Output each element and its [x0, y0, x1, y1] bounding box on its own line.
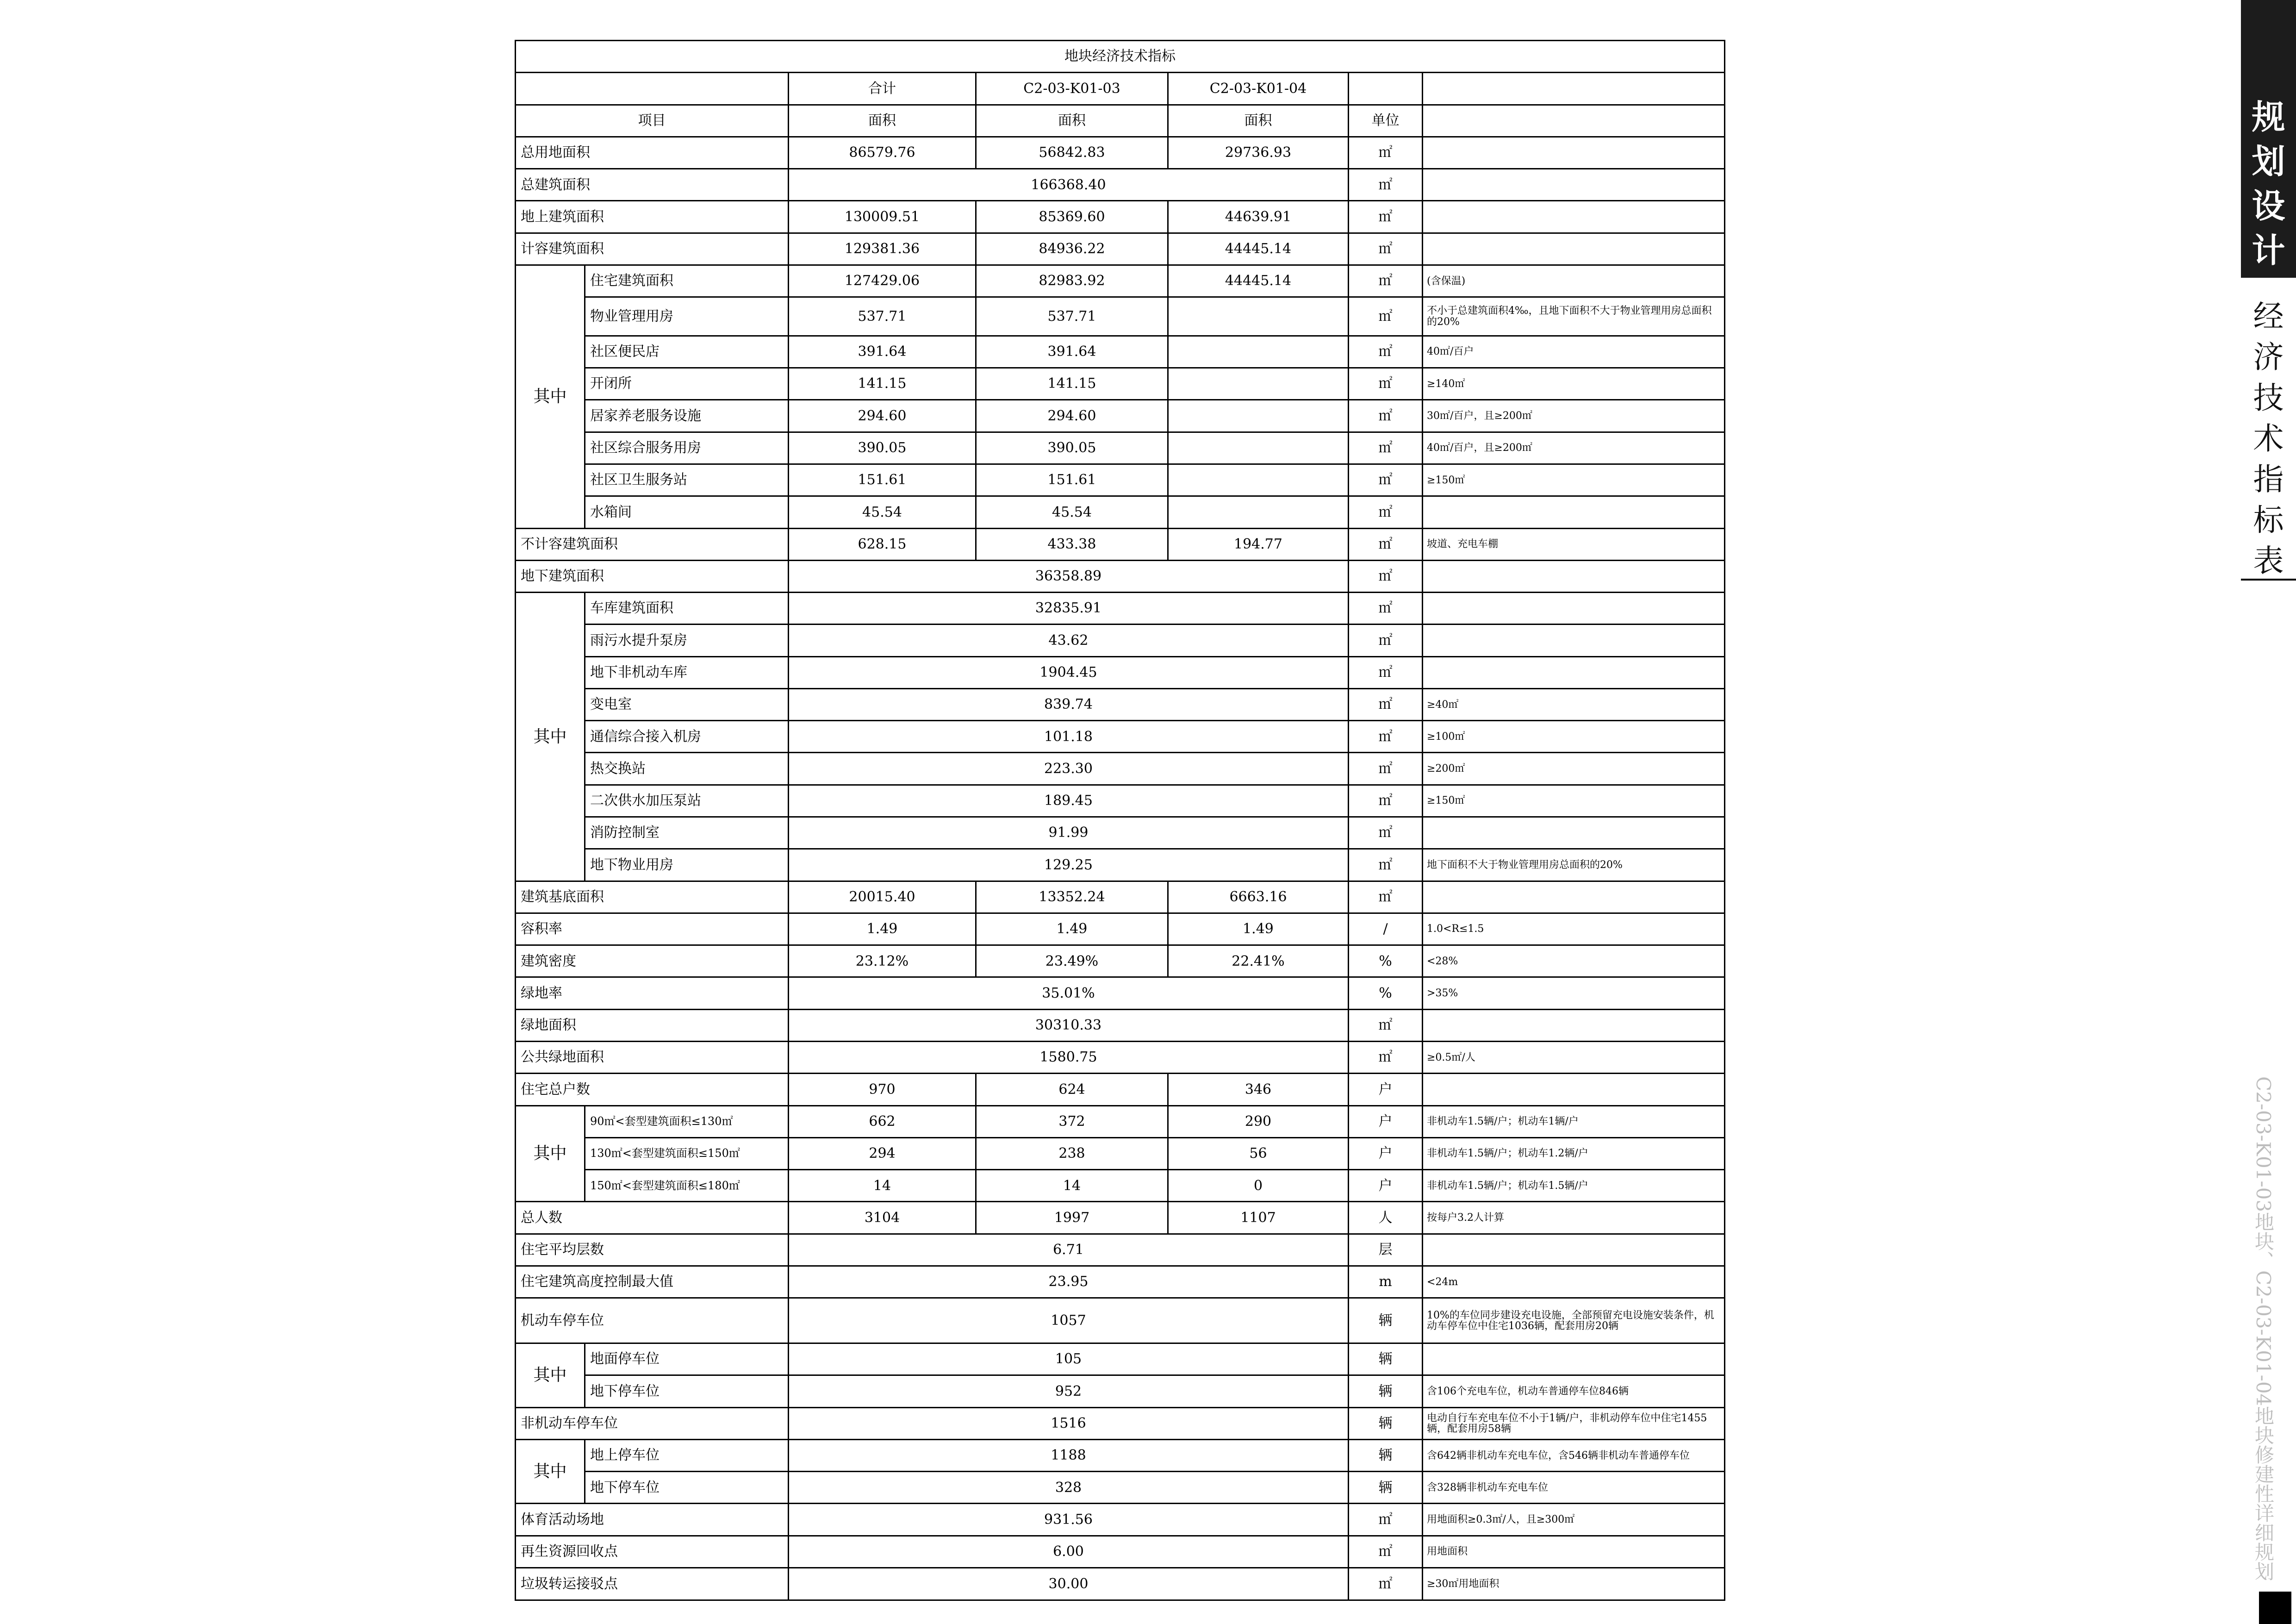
- cell-total: 141.15: [789, 368, 976, 400]
- cell-plot-03: 56842.83: [976, 137, 1168, 169]
- table-row: [516, 1343, 1725, 1375]
- cell-note: [1423, 656, 1725, 688]
- row-name: 二次供水加压泵站: [585, 785, 789, 817]
- cell-unit: ㎡: [1349, 560, 1423, 592]
- cell-total: 662: [789, 1106, 976, 1137]
- header-blank: [1423, 105, 1725, 137]
- cell-merged-value: 36358.89: [789, 560, 1349, 592]
- table-row: [516, 336, 1725, 368]
- cell-note: [1423, 1074, 1725, 1106]
- row-name: 130㎡<套型建筑面积≤150㎡: [585, 1137, 789, 1169]
- cell-unit: ㎡: [1349, 881, 1423, 913]
- row-name: 住宅总户数: [516, 1074, 789, 1106]
- cell-unit: 层: [1349, 1234, 1423, 1266]
- cell-merged-value: 952: [789, 1375, 1349, 1407]
- row-name: 绿地面积: [516, 1009, 789, 1041]
- cell-plot-03: 82983.92: [976, 265, 1168, 297]
- row-name: 社区便民店: [585, 336, 789, 368]
- table-row: [516, 496, 1725, 528]
- cell-note: 不小于总建筑面积4‰，且地下面积不大于物业管理用房总面积的20%: [1423, 297, 1725, 336]
- cell-note: [1423, 593, 1725, 625]
- sidebar-corner-block: [2259, 1592, 2291, 1624]
- cell-note: 10%的车位同步建设充电设施，全部预留充电设施安装条件，机动车停车位中住宅1036辆，配套用房20辆: [1423, 1298, 1725, 1343]
- cell-plot-04: 44445.14: [1168, 233, 1349, 265]
- cell-merged-value: 328: [789, 1472, 1349, 1504]
- cell-plot-03: 13352.24: [976, 881, 1168, 913]
- cell-merged-value: 1580.75: [789, 1042, 1349, 1074]
- cell-plot-03: 433.38: [976, 528, 1168, 560]
- cell-plot-03: 537.71: [976, 297, 1168, 336]
- cell-note: ≥40㎡: [1423, 688, 1725, 720]
- cell-plot-04: [1168, 496, 1349, 528]
- cell-total: 294: [789, 1137, 976, 1169]
- cell-plot-04: 22.41%: [1168, 945, 1349, 977]
- row-name: 住宅建筑高度控制最大值: [516, 1266, 789, 1298]
- table-row: [516, 1009, 1725, 1041]
- cell-note: [1423, 233, 1725, 265]
- cell-merged-value: 166368.40: [789, 169, 1349, 201]
- table-row: [516, 593, 1725, 625]
- cell-plot-03: 85369.60: [976, 201, 1168, 233]
- cell-note: (含保温): [1423, 265, 1725, 297]
- table-row: [516, 721, 1725, 753]
- row-name: 体育活动场地: [516, 1504, 789, 1536]
- cell-plot-04: 1.49: [1168, 913, 1349, 945]
- table-row: [516, 881, 1725, 913]
- table-row: [516, 1298, 1725, 1343]
- cell-unit: ㎡: [1349, 496, 1423, 528]
- row-name: 150㎡<套型建筑面积≤180㎡: [585, 1170, 789, 1202]
- cell-plot-03: 151.61: [976, 464, 1168, 496]
- table-row: [516, 1170, 1725, 1202]
- cell-total: 14: [789, 1170, 976, 1202]
- cell-plot-04: 29736.93: [1168, 137, 1349, 169]
- row-name: 雨污水提升泵房: [585, 625, 789, 656]
- cell-total: 151.61: [789, 464, 976, 496]
- table-row: [516, 233, 1725, 265]
- cell-note: [1423, 560, 1725, 592]
- cell-note: [1423, 169, 1725, 201]
- cell-note: 电动自行车充电车位不小于1辆/户，非机动停车位中住宅1455辆，配套用房58辆: [1423, 1407, 1725, 1439]
- cell-merged-value: 129.25: [789, 849, 1349, 881]
- cell-plot-03: 45.54: [976, 496, 1168, 528]
- table-row: [516, 400, 1725, 432]
- cell-total: 45.54: [789, 496, 976, 528]
- sidebar-divider: [2241, 579, 2296, 581]
- cell-plot-04: 44639.91: [1168, 201, 1349, 233]
- row-name: 绿地率: [516, 977, 789, 1009]
- cell-plot-04: 346: [1168, 1074, 1349, 1106]
- cell-merged-value: 223.30: [789, 753, 1349, 785]
- row-name: 建筑密度: [516, 945, 789, 977]
- cell-plot-04: 194.77: [1168, 528, 1349, 560]
- cell-unit: 户: [1349, 1170, 1423, 1202]
- row-name: 地下物业用房: [585, 849, 789, 881]
- row-name: 总人数: [516, 1202, 789, 1234]
- row-name: 总用地面积: [516, 137, 789, 169]
- group-label: 其中: [516, 1343, 585, 1408]
- group-label: 其中: [516, 1106, 585, 1202]
- cell-note: 含642辆非机动车充电车位，含546辆非机动车普通停车位: [1423, 1439, 1725, 1471]
- row-name: 总建筑面积: [516, 169, 789, 201]
- row-name: 变电室: [585, 688, 789, 720]
- cell-total: 628.15: [789, 528, 976, 560]
- cell-total: 86579.76: [789, 137, 976, 169]
- row-name: 机动车停车位: [516, 1298, 789, 1343]
- cell-unit: ㎡: [1349, 1009, 1423, 1041]
- row-name: 地下停车位: [585, 1472, 789, 1504]
- cell-total: 3104: [789, 1202, 976, 1234]
- table-row: [516, 1568, 1725, 1600]
- table-row: [516, 1106, 1725, 1137]
- cell-note: 40㎡/百户，且≥200㎡: [1423, 432, 1725, 464]
- table-row: [516, 785, 1725, 817]
- row-name: 垃圾转运接驳点: [516, 1568, 789, 1600]
- table-title: 地块经济技术指标: [516, 41, 1725, 73]
- cell-total: 1.49: [789, 913, 976, 945]
- header-plot-04: C2-03-K01-04: [1168, 73, 1349, 105]
- cell-note: ≥140㎡: [1423, 368, 1725, 400]
- cell-unit: 户: [1349, 1074, 1423, 1106]
- cell-note: 非机动车1.5辆/户；机动车1辆/户: [1423, 1106, 1725, 1137]
- cell-note: ≥150㎡: [1423, 785, 1725, 817]
- cell-merged-value: 6.71: [789, 1234, 1349, 1266]
- cell-note: 非机动车1.5辆/户；机动车1.5辆/户: [1423, 1170, 1725, 1202]
- cell-plot-04: 56: [1168, 1137, 1349, 1169]
- table-row: [516, 464, 1725, 496]
- cell-note: [1423, 496, 1725, 528]
- cell-note: <28%: [1423, 945, 1725, 977]
- cell-note: 40㎡/百户: [1423, 336, 1725, 368]
- header-area-03: 面积: [976, 105, 1168, 137]
- row-name: 住宅建筑面积: [585, 265, 789, 297]
- cell-note: [1423, 1234, 1725, 1266]
- cell-plot-03: 141.15: [976, 368, 1168, 400]
- cell-merged-value: 931.56: [789, 1504, 1349, 1536]
- cell-note: [1423, 201, 1725, 233]
- cell-total: 391.64: [789, 336, 976, 368]
- cell-note: 含106个充电车位，机动车普通停车位846辆: [1423, 1375, 1725, 1407]
- cell-plot-03: 238: [976, 1137, 1168, 1169]
- header-blank: [1349, 73, 1423, 105]
- cell-plot-04: 1107: [1168, 1202, 1349, 1234]
- cell-unit: 辆: [1349, 1298, 1423, 1343]
- cell-unit: ㎡: [1349, 817, 1423, 849]
- header-plot-03: C2-03-K01-03: [976, 73, 1168, 105]
- table-row: [516, 1407, 1725, 1439]
- header-total: 合计: [789, 73, 976, 105]
- cell-unit: ㎡: [1349, 432, 1423, 464]
- row-name: 通信综合接入机房: [585, 721, 789, 753]
- cell-unit: ㎡: [1349, 297, 1423, 336]
- table-row: [516, 849, 1725, 881]
- cell-note: 用地面积: [1423, 1536, 1725, 1568]
- cell-note: [1423, 1343, 1725, 1375]
- row-name: 建筑基底面积: [516, 881, 789, 913]
- table-row: [516, 656, 1725, 688]
- cell-plot-04: [1168, 297, 1349, 336]
- row-name: 容积率: [516, 913, 789, 945]
- cell-note: 30㎡/百户，且≥200㎡: [1423, 400, 1725, 432]
- header-unit: 单位: [1349, 105, 1423, 137]
- cell-merged-value: 839.74: [789, 688, 1349, 720]
- cell-note: ≥200㎡: [1423, 753, 1725, 785]
- row-name: 地上停车位: [585, 1439, 789, 1471]
- cell-total: 130009.51: [789, 201, 976, 233]
- cell-unit: 人: [1349, 1202, 1423, 1234]
- group-label: 其中: [516, 1439, 585, 1504]
- row-name: 地下建筑面积: [516, 560, 789, 592]
- cell-note: <24m: [1423, 1266, 1725, 1298]
- cell-total: 537.71: [789, 297, 976, 336]
- row-name: 住宅平均层数: [516, 1234, 789, 1266]
- cell-merged-value: 6.00: [789, 1536, 1349, 1568]
- cell-merged-value: 23.95: [789, 1266, 1349, 1298]
- cell-total: 390.05: [789, 432, 976, 464]
- cell-plot-04: 0: [1168, 1170, 1349, 1202]
- cell-note: [1423, 817, 1725, 849]
- cell-unit: ㎡: [1349, 753, 1423, 785]
- table-row: [516, 1202, 1725, 1234]
- row-name: 社区综合服务用房: [585, 432, 789, 464]
- table-row: [516, 265, 1725, 297]
- row-name: 地上建筑面积: [516, 201, 789, 233]
- cell-unit: ㎡: [1349, 1536, 1423, 1568]
- table-row: [516, 368, 1725, 400]
- cell-unit: ㎡: [1349, 169, 1423, 201]
- cell-unit: %: [1349, 977, 1423, 1009]
- cell-total: 129381.36: [789, 233, 976, 265]
- cell-merged-value: 189.45: [789, 785, 1349, 817]
- cell-unit: m: [1349, 1266, 1423, 1298]
- cell-note: 含328辆非机动车充电车位: [1423, 1472, 1725, 1504]
- cell-plot-04: [1168, 336, 1349, 368]
- cell-unit: ㎡: [1349, 688, 1423, 720]
- cell-merged-value: 1904.45: [789, 656, 1349, 688]
- table-row: [516, 1074, 1725, 1106]
- cell-note: 1.0<R≤1.5: [1423, 913, 1725, 945]
- cell-plot-03: 390.05: [976, 432, 1168, 464]
- header-area-total: 面积: [789, 105, 976, 137]
- cell-total: 23.12%: [789, 945, 976, 977]
- cell-plot-03: 1997: [976, 1202, 1168, 1234]
- table-row: [516, 169, 1725, 201]
- cell-unit: ㎡: [1349, 368, 1423, 400]
- header-blank: [516, 73, 789, 105]
- cell-unit: /: [1349, 913, 1423, 945]
- header-area-04: 面积: [1168, 105, 1349, 137]
- table-row: [516, 1439, 1725, 1471]
- cell-unit: ㎡: [1349, 464, 1423, 496]
- cell-plot-04: [1168, 400, 1349, 432]
- cell-total: 970: [789, 1074, 976, 1106]
- cell-unit: ㎡: [1349, 785, 1423, 817]
- cell-total: 20015.40: [789, 881, 976, 913]
- cell-unit: ㎡: [1349, 1042, 1423, 1074]
- cell-unit: 辆: [1349, 1439, 1423, 1471]
- cell-plot-03: 624: [976, 1074, 1168, 1106]
- table-row: [516, 1472, 1725, 1504]
- cell-unit: ㎡: [1349, 625, 1423, 656]
- cell-plot-04: 44445.14: [1168, 265, 1349, 297]
- cell-merged-value: 30310.33: [789, 1009, 1349, 1041]
- cell-unit: ㎡: [1349, 201, 1423, 233]
- row-name: 非机动车停车位: [516, 1407, 789, 1439]
- table-row: [516, 753, 1725, 785]
- cell-unit: ㎡: [1349, 721, 1423, 753]
- cell-unit: ㎡: [1349, 336, 1423, 368]
- cell-unit: 辆: [1349, 1407, 1423, 1439]
- table-row: [516, 1234, 1725, 1266]
- table-row: [516, 201, 1725, 233]
- cell-plot-03: 391.64: [976, 336, 1168, 368]
- cell-note: 地下面积不大于物业管理用房总面积的20%: [1423, 849, 1725, 881]
- table-row: [516, 1375, 1725, 1407]
- cell-unit: ㎡: [1349, 1568, 1423, 1600]
- row-name: 消防控制室: [585, 817, 789, 849]
- table-row: [516, 528, 1725, 560]
- group-label: 其中: [516, 593, 585, 881]
- cell-note: ≥0.5㎡/人: [1423, 1042, 1725, 1074]
- cell-total: 294.60: [789, 400, 976, 432]
- row-name: 热交换站: [585, 753, 789, 785]
- cell-note: 用地面积≥0.3㎡/人，且≥300㎡: [1423, 1504, 1725, 1536]
- cell-note: 非机动车1.5辆/户；机动车1.2辆/户: [1423, 1137, 1725, 1169]
- cell-note: [1423, 1009, 1725, 1041]
- cell-unit: ㎡: [1349, 849, 1423, 881]
- cell-unit: 辆: [1349, 1472, 1423, 1504]
- row-name: 居家养老服务设施: [585, 400, 789, 432]
- table-row: [516, 1536, 1725, 1568]
- row-name: 水箱间: [585, 496, 789, 528]
- cell-unit: 户: [1349, 1106, 1423, 1137]
- sidebar-title-sub: 经济技术指标表: [2253, 299, 2284, 579]
- economic-indicators-table: [515, 40, 1725, 1601]
- cell-unit: ㎡: [1349, 656, 1423, 688]
- row-name: 物业管理用房: [585, 297, 789, 336]
- cell-unit: 辆: [1349, 1343, 1423, 1375]
- table-row: [516, 1042, 1725, 1074]
- cell-note: [1423, 881, 1725, 913]
- row-name: 地下非机动车库: [585, 656, 789, 688]
- cell-plot-03: 84936.22: [976, 233, 1168, 265]
- cell-note: 按每户3.2人计算: [1423, 1202, 1725, 1234]
- cell-merged-value: 1057: [789, 1298, 1349, 1343]
- table-row: [516, 913, 1725, 945]
- cell-note: [1423, 625, 1725, 656]
- table-row: [516, 297, 1725, 336]
- row-name: 开闭所: [585, 368, 789, 400]
- row-name: 地面停车位: [585, 1343, 789, 1375]
- cell-note: >35%: [1423, 977, 1725, 1009]
- cell-merged-value: 43.62: [789, 625, 1349, 656]
- row-name: 计容建筑面积: [516, 233, 789, 265]
- table-row: [516, 432, 1725, 464]
- cell-unit: ㎡: [1349, 265, 1423, 297]
- sidebar-title-main: 规划设计: [2252, 98, 2285, 270]
- cell-merged-value: 30.00: [789, 1568, 1349, 1600]
- table-row: [516, 1266, 1725, 1298]
- cell-total: 127429.06: [789, 265, 976, 297]
- cell-note: 坡道、充电车棚: [1423, 528, 1725, 560]
- table-row: [516, 560, 1725, 592]
- cell-merged-value: 32835.91: [789, 593, 1349, 625]
- cell-merged-value: 1516: [789, 1407, 1349, 1439]
- table-row: [516, 137, 1725, 169]
- cell-plot-03: 372: [976, 1106, 1168, 1137]
- row-name: 社区卫生服务站: [585, 464, 789, 496]
- table-row: [516, 977, 1725, 1009]
- cell-plot-03: 23.49%: [976, 945, 1168, 977]
- cell-note: ≥150㎡: [1423, 464, 1725, 496]
- table-row: [516, 1137, 1725, 1169]
- row-name: 不计容建筑面积: [516, 528, 789, 560]
- sidebar-project-name: C2-03-K01-03地块、C2-03-K01-04地块修建性详细规划: [2252, 1076, 2275, 1581]
- cell-note: ≥100㎡: [1423, 721, 1725, 753]
- cell-plot-04: [1168, 432, 1349, 464]
- cell-plot-04: [1168, 464, 1349, 496]
- row-name: 地下停车位: [585, 1375, 789, 1407]
- cell-merged-value: 1188: [789, 1439, 1349, 1471]
- cell-note: [1423, 137, 1725, 169]
- cell-merged-value: 101.18: [789, 721, 1349, 753]
- cell-plot-04: [1168, 368, 1349, 400]
- cell-unit: ㎡: [1349, 1504, 1423, 1536]
- cell-unit: %: [1349, 945, 1423, 977]
- cell-note: ≥30㎡用地面积: [1423, 1568, 1725, 1600]
- table-row: [516, 817, 1725, 849]
- header-item: 项目: [516, 105, 789, 137]
- cell-unit: 户: [1349, 1137, 1423, 1169]
- cell-plot-04: 6663.16: [1168, 881, 1349, 913]
- header-blank: [1423, 73, 1725, 105]
- cell-unit: 辆: [1349, 1375, 1423, 1407]
- cell-unit: ㎡: [1349, 528, 1423, 560]
- table-row: [516, 1504, 1725, 1536]
- row-name: 90㎡<套型建筑面积≤130㎡: [585, 1106, 789, 1137]
- cell-unit: ㎡: [1349, 400, 1423, 432]
- table-row: [516, 688, 1725, 720]
- group-label: 其中: [516, 265, 585, 528]
- row-name: 车库建筑面积: [585, 593, 789, 625]
- table-row: [516, 945, 1725, 977]
- cell-merged-value: 91.99: [789, 817, 1349, 849]
- row-name: 再生资源回收点: [516, 1536, 789, 1568]
- cell-plot-04: 290: [1168, 1106, 1349, 1137]
- table-row: [516, 625, 1725, 656]
- cell-unit: ㎡: [1349, 233, 1423, 265]
- cell-merged-value: 35.01%: [789, 977, 1349, 1009]
- cell-plot-03: 1.49: [976, 913, 1168, 945]
- row-name: 公共绿地面积: [516, 1042, 789, 1074]
- cell-unit: ㎡: [1349, 137, 1423, 169]
- cell-plot-03: 294.60: [976, 400, 1168, 432]
- cell-merged-value: 105: [789, 1343, 1349, 1375]
- cell-unit: ㎡: [1349, 593, 1423, 625]
- cell-plot-03: 14: [976, 1170, 1168, 1202]
